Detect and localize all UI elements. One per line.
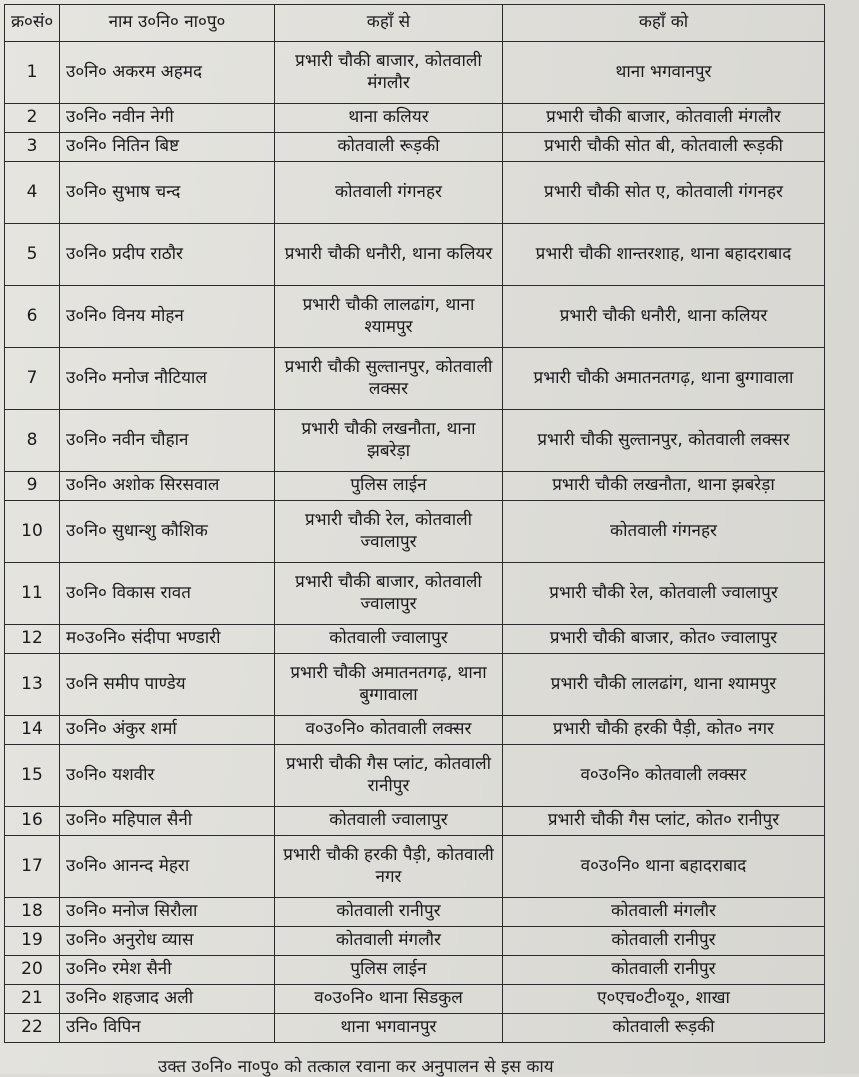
serial-number-cell: 9 (5, 472, 60, 501)
table-row (5, 654, 825, 716)
serial-number-cell: 12 (5, 625, 60, 654)
serial-number-cell: 18 (5, 898, 60, 927)
to-location-cell: प्रभारी चौकी हरकी पैड़ी, कोत० नगर (503, 716, 825, 745)
table-row (5, 472, 825, 501)
from-location-cell: थाना भगवानपुर (275, 1014, 503, 1043)
serial-number-cell: 2 (5, 104, 60, 133)
header-name: नाम उ०नि० ना०पु० (60, 5, 275, 42)
officer-name-cell: उनि० विपिन (60, 1014, 275, 1043)
from-location-cell: पुलिस लाईन (275, 956, 503, 985)
to-location-cell: प्रभारी चौकी बाजार, कोतवाली मंगलौर (503, 104, 825, 133)
table-row (5, 42, 825, 104)
officer-name-cell: उ०नि० अशोक सिरसवाल (60, 472, 275, 501)
serial-number-cell: 1 (5, 42, 60, 104)
officer-name-cell: उ०नि० नवीन नेगी (60, 104, 275, 133)
serial-number-cell: 20 (5, 956, 60, 985)
to-location-cell: प्रभारी चौकी सोत बी, कोतवाली रूड़की (503, 133, 825, 162)
serial-number-cell: 7 (5, 348, 60, 410)
officer-name-cell: उ०नि० अनुरोध व्यास (60, 927, 275, 956)
table-row (5, 807, 825, 836)
officer-name-cell: उ०नि० रमेश सैनी (60, 956, 275, 985)
from-location-cell: प्रभारी चौकी अमातनतगढ़, थाना बुग्गावाला (275, 654, 503, 716)
table-row (5, 956, 825, 985)
from-location-cell: प्रभारी चौकी रेल, कोतवाली ज्वालापुर (275, 501, 503, 563)
from-location-cell: कोतवाली ज्वालापुर (275, 625, 503, 654)
serial-number-cell: 19 (5, 927, 60, 956)
table-header-row (5, 5, 825, 42)
table-row (5, 348, 825, 410)
serial-number-cell: 8 (5, 410, 60, 472)
serial-number-cell: 21 (5, 985, 60, 1014)
to-location-cell: प्रभारी चौकी गैस प्लांट, कोत० रानीपुर (503, 807, 825, 836)
officer-name-cell: उ०नि० आनन्द मेहरा (60, 836, 275, 898)
to-location-cell: कोतवाली रूड़की (503, 1014, 825, 1043)
from-location-cell: कोतवाली ज्वालापुर (275, 807, 503, 836)
from-location-cell: कोतवाली मंगलौर (275, 927, 503, 956)
serial-number-cell: 11 (5, 563, 60, 625)
to-location-cell: थाना भगवानपुर (503, 42, 825, 104)
from-location-cell: प्रभारी चौकी लखनौता, थाना झबरेड़ा (275, 410, 503, 472)
serial-number-cell: 5 (5, 224, 60, 286)
to-location-cell: प्रभारी चौकी लालढांग, थाना श्यामपुर (503, 654, 825, 716)
to-location-cell: कोतवाली मंगलौर (503, 898, 825, 927)
table-row (5, 927, 825, 956)
serial-number-cell: 13 (5, 654, 60, 716)
header-serial-number: क्र०सं० (5, 5, 60, 42)
from-location-cell: व०उ०नि० कोतवाली लक्सर (275, 716, 503, 745)
to-location-cell: प्रभारी चौकी लखनौता, थाना झबरेड़ा (503, 472, 825, 501)
header-to: कहाँ को (503, 5, 825, 42)
to-location-cell: प्रभारी चौकी रेल, कोतवाली ज्वालापुर (503, 563, 825, 625)
officer-name-cell: उ०नि० मनोज सिरौला (60, 898, 275, 927)
officer-name-cell: उ०नि० विनय मोहन (60, 286, 275, 348)
transfer-table (4, 4, 825, 1043)
to-location-cell: व०उ०नि० कोतवाली लक्सर (503, 745, 825, 807)
officer-name-cell: म०उ०नि० संदीपा भण्डारी (60, 625, 275, 654)
to-location-cell: व०उ०नि० थाना बहादराबाद (503, 836, 825, 898)
from-location-cell: कोतवाली गंगनहर (275, 162, 503, 224)
serial-number-cell: 17 (5, 836, 60, 898)
serial-number-cell: 15 (5, 745, 60, 807)
to-location-cell: ए०एच०टी०यू०, शाखा (503, 985, 825, 1014)
officer-name-cell: उ०नि० मनोज नौटियाल (60, 348, 275, 410)
from-location-cell: प्रभारी चौकी हरकी पैड़ी, कोतवाली नगर (275, 836, 503, 898)
from-location-cell: थाना कलियर (275, 104, 503, 133)
table-row (5, 563, 825, 625)
table-row (5, 985, 825, 1014)
table-row (5, 501, 825, 563)
table-row (5, 224, 825, 286)
officer-name-cell: उ०नि० सुधान्शु कौशिक (60, 501, 275, 563)
officer-name-cell: उ०नि० महिपाल सैनी (60, 807, 275, 836)
table-row (5, 716, 825, 745)
serial-number-cell: 10 (5, 501, 60, 563)
officer-name-cell: उ०नि० यशवीर (60, 745, 275, 807)
officer-name-cell: उ०नि समीप पाण्डेय (60, 654, 275, 716)
officer-name-cell: उ०नि० विकास रावत (60, 563, 275, 625)
to-location-cell: कोतवाली गंगनहर (503, 501, 825, 563)
to-location-cell: प्रभारी चौकी सुल्तानपुर, कोतवाली लक्सर (503, 410, 825, 472)
officer-name-cell: उ०नि० नवीन चौहान (60, 410, 275, 472)
table-row (5, 162, 825, 224)
officer-name-cell: उ०नि० प्रदीप राठौर (60, 224, 275, 286)
table-row (5, 625, 825, 654)
to-location-cell: कोतवाली रानीपुर (503, 927, 825, 956)
officer-name-cell: उ०नि० अकरम अहमद (60, 42, 275, 104)
from-location-cell: कोतवाली रूड़की (275, 133, 503, 162)
table-row (5, 104, 825, 133)
serial-number-cell: 3 (5, 133, 60, 162)
from-location-cell: प्रभारी चौकी बाजार, कोतवाली ज्वालापुर (275, 563, 503, 625)
serial-number-cell: 16 (5, 807, 60, 836)
to-location-cell: प्रभारी चौकी बाजार, कोत० ज्वालापुर (503, 625, 825, 654)
table-row (5, 1014, 825, 1043)
header-from: कहाँ से (275, 5, 503, 42)
to-location-cell: प्रभारी चौकी सोत ए, कोतवाली गंगनहर (503, 162, 825, 224)
from-location-cell: प्रभारी चौकी गैस प्लांट, कोतवाली रानीपुर (275, 745, 503, 807)
serial-number-cell: 6 (5, 286, 60, 348)
from-location-cell: पुलिस लाईन (275, 472, 503, 501)
from-location-cell: व०उ०नि० थाना सिडकुल (275, 985, 503, 1014)
from-location-cell: प्रभारी चौकी लालढांग, थाना श्यामपुर (275, 286, 503, 348)
officer-name-cell: उ०नि० नितिन बिष्ट (60, 133, 275, 162)
to-location-cell: प्रभारी चौकी अमातनतगढ़, थाना बुग्गावाला (503, 348, 825, 410)
table-body (5, 42, 825, 1043)
to-location-cell: कोतवाली रानीपुर (503, 956, 825, 985)
to-location-cell: प्रभारी चौकी धनौरी, थाना कलियर (503, 286, 825, 348)
officer-name-cell: उ०नि० शहजाद अली (60, 985, 275, 1014)
table-row (5, 836, 825, 898)
footer-text: उक्त उ०नि० ना०पु० को तत्काल रवाना कर अनुपालन से इस काय (158, 1057, 554, 1077)
officer-name-cell: उ०नि० सुभाष चन्द (60, 162, 275, 224)
to-location-cell: प्रभारी चौकी शान्तरशाह, थाना बहादराबाद (503, 224, 825, 286)
serial-number-cell: 4 (5, 162, 60, 224)
officer-name-cell: उ०नि० अंकुर शर्मा (60, 716, 275, 745)
table-row (5, 410, 825, 472)
serial-number-cell: 14 (5, 716, 60, 745)
table-row (5, 133, 825, 162)
from-location-cell: प्रभारी चौकी सुल्तानपुर, कोतवाली लक्सर (275, 348, 503, 410)
from-location-cell: प्रभारी चौकी बाजार, कोतवाली मंगलौर (275, 42, 503, 104)
table-row (5, 745, 825, 807)
from-location-cell: कोतवाली रानीपुर (275, 898, 503, 927)
serial-number-cell: 22 (5, 1014, 60, 1043)
from-location-cell: प्रभारी चौकी धनौरी, थाना कलियर (275, 224, 503, 286)
table-row (5, 898, 825, 927)
table-row (5, 286, 825, 348)
